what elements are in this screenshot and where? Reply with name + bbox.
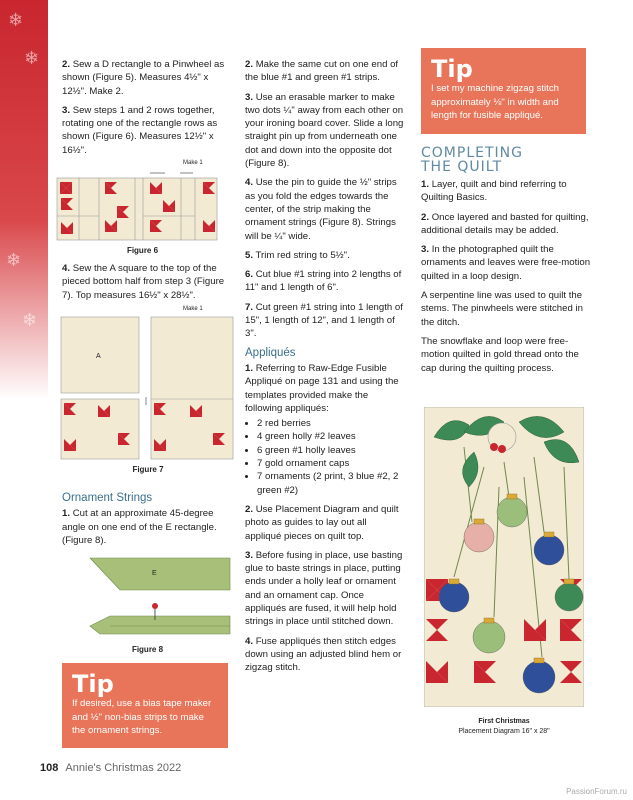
section-heading: Appliqués: [245, 346, 296, 359]
placement-diagram: [424, 407, 584, 735]
section-heading: THE QUILT: [421, 159, 503, 175]
make-label: Make 1: [183, 160, 203, 166]
list-item: • 7 gold ornament caps: [257, 457, 405, 470]
diagram-title: First Christmas: [478, 718, 530, 725]
watermark: PassionForum.ru: [566, 787, 627, 796]
snowflake-icon: ❄: [24, 48, 40, 69]
column-3: [421, 146, 591, 381]
diagram-subtitle: Placement Diagram 16" x 28": [458, 728, 550, 735]
list-item: • 4 green holly #2 leaves: [257, 430, 405, 443]
applique-step-4: 4. Fuse appliqués then stitch edges down using an adjusted blind hem or zigzag stitch.: [245, 635, 402, 674]
snowflake-icon: ❄: [8, 10, 24, 31]
figure-caption: Figure 6: [126, 246, 159, 255]
quilt-illustration: [424, 407, 584, 707]
step-1: 1. Layer, quilt and bind referring to Quilting Basics.: [421, 179, 567, 204]
figure-caption: Figure 7: [132, 465, 164, 474]
tip-text: If desired, use a bias tape maker and ½" non-bias strips to make the ornament strings.: [72, 698, 212, 736]
list-item: • 2 red berries: [257, 417, 405, 430]
figure-7-diagram: [58, 313, 238, 468]
make-label: Make 1: [183, 306, 203, 312]
list-item: • 6 green #1 holly leaves: [257, 444, 405, 457]
paragraph: A serpentine line was used to quilt the stems. The pinwheels were stitched in the ditch.: [421, 290, 583, 328]
page-footer: [40, 762, 181, 774]
snowflake-icon: ❄: [6, 250, 22, 271]
step-5: 5. Trim red string to 5½".: [245, 249, 350, 261]
paragraph: The snowflake and loop were free-motion quilted in gold thread onto the cap during the quilting process.: [421, 335, 579, 374]
column-1-step-4: [62, 262, 230, 308]
applique-list: [245, 417, 405, 497]
step-2: 2. Sew a D rectangle to a Pinwheel as shown (Figure 5). Measures 4½" x 12½". Make 2.: [62, 59, 225, 97]
step-3: 3. Sew steps 1 and 2 rows together, rotating one of the rectangle rows as shown (Figure 6). Measures 12½" x 16½".: [62, 104, 218, 156]
tip-heading: Tip: [72, 670, 114, 698]
tip-text: I set my machine zigzag stitch approximately ⅛" in width and length for fusible appliqué.: [431, 83, 559, 121]
step-2: 2. Make the same cut on one end of the blue #1 and green #1 strips.: [245, 59, 399, 84]
figure-caption: Figure 8: [131, 645, 164, 654]
step-4: 4. Sew the A square to the top of the pieced bottom half from step 3 (Figure 7). Top measures 16½" x 28½".: [62, 263, 225, 301]
tip-box: [421, 48, 586, 134]
snowflake-icon: ❄: [22, 310, 38, 331]
step-3: 3. Use an erasable marker to make two dots ¼" away from each other on your ironing board cover. Slide a long straight pin up from underneath one dot and down into the opposite dot (Figure 8).: [245, 91, 404, 170]
figure-7: [58, 305, 238, 477]
section-heading: COMPLETING: [421, 145, 523, 161]
decorative-side-band: [0, 0, 48, 400]
figure-8-diagram: [60, 548, 235, 643]
step-7: 7. Cut green #1 string into 1 length of 15", 1 length of 12", and 1 length of 3".: [245, 301, 403, 340]
page-number: 108: [40, 762, 59, 774]
tip-heading: Tip: [431, 55, 473, 83]
applique-step-3: 3. Before fusing in place, use basting glue to baste strings in place, putting ends under a holly leaf or ornament and an ornament cap. Once appliqués are fused, it will help hold strings in place until stitched down.: [245, 549, 403, 628]
e-rectangle-label: E: [152, 570, 157, 577]
ornament-step-1: 1. Cut at an approximate 45-degree angle on one end of the E rectangle. (Figure 8).: [62, 508, 217, 546]
step-4: 4. Use the pin to guide the ½" strips as you fold the edges towards the center, of the strip making the ornament strings (Figure 8). Strings will be ¼" wide.: [245, 177, 397, 242]
applique-step-2: 2. Use Placement Diagram and quilt photo as guides to lay out all appliqué pieces on quilt top.: [245, 503, 399, 542]
figure-6-diagram: [55, 170, 230, 250]
tip-box: [62, 663, 228, 748]
magazine-title: Annie's Christmas 2022: [65, 762, 182, 774]
figure-8: [60, 548, 235, 658]
applique-step-1: 1. Referring to Raw-Edge Fusible Appliqué on page 131 and using the templates provided make the following appliqués:: [245, 362, 399, 414]
column-2: [245, 58, 405, 680]
figure-6: [55, 160, 230, 255]
ornament-strings-section: [62, 486, 230, 553]
column-1: [62, 58, 230, 163]
step-6: 6. Cut blue #1 string into 2 lengths of 11" and 1 length of 6".: [245, 269, 402, 294]
step-3: 3. In the photographed quilt the ornaments and leaves were free-motion quilted in a loop design.: [421, 244, 591, 282]
list-item: • 7 ornaments (2 print, 3 blue #2, 2 green #2): [257, 470, 405, 497]
a-square-label: A: [96, 353, 101, 360]
section-heading: Ornament Strings: [62, 492, 153, 504]
step-2: 2. Once layered and basted for quilting, additional details may be added.: [421, 211, 589, 236]
